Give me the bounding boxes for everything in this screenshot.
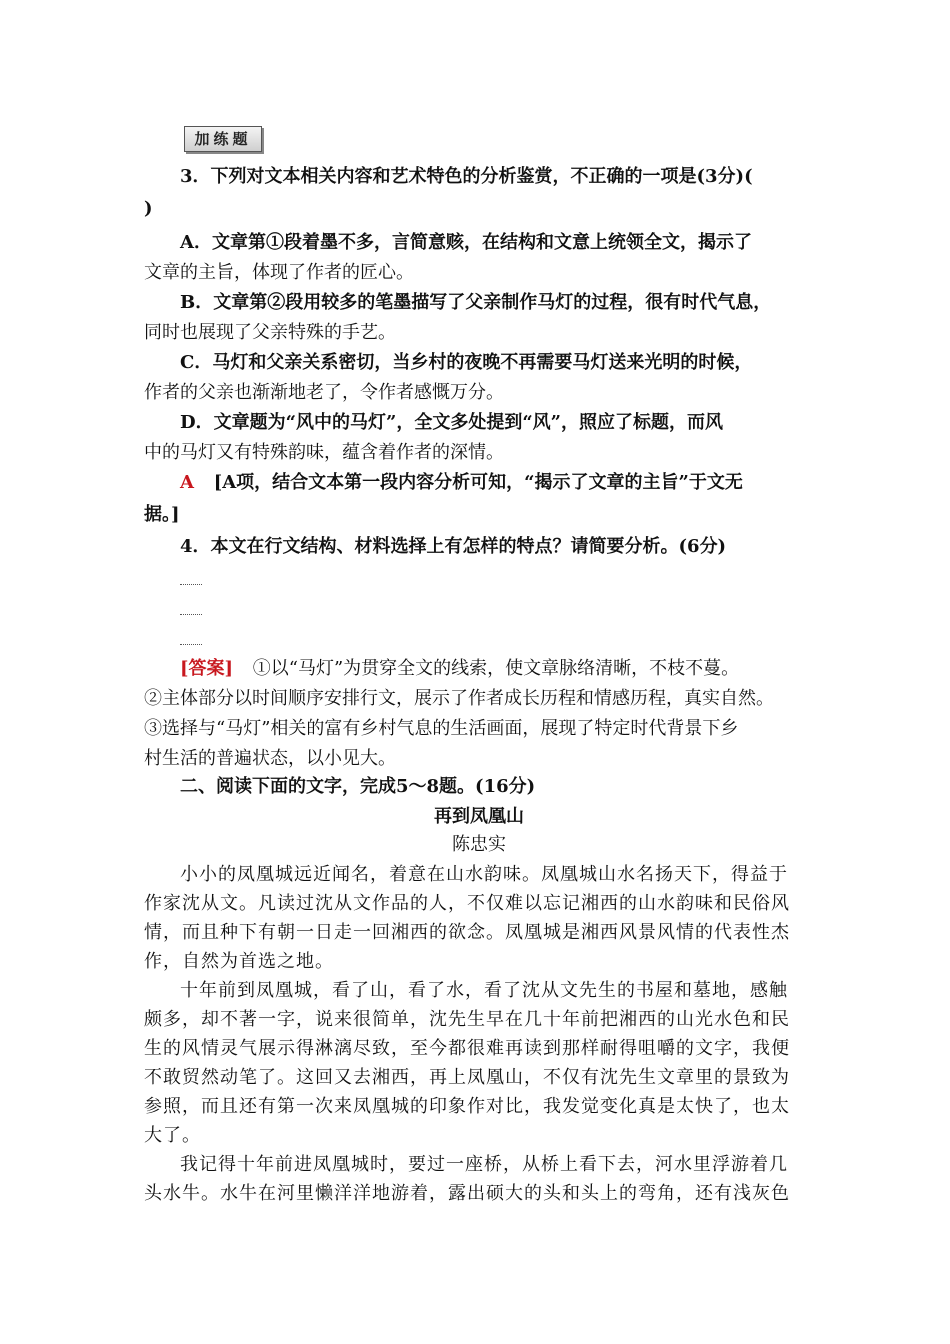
paragraph3-line1: 我记得十年前进凤凰城时，要过一座桥，从桥上看下去，河水里浮游着几 <box>180 1154 788 1175</box>
paragraph1-line4: 作，自然为首选之地。 <box>144 951 334 972</box>
paragraph2-line2: 颇多，却不著一字，说来很简单，沈先生早在几十年前把湘西的山光水色和民 <box>144 1009 790 1030</box>
q3-answer-letter: A <box>180 472 194 493</box>
paragraph2-line5: 参照，而且还有第一次来凤凰城的印象作对比，我发觉变化真是太快了，也太 <box>144 1096 790 1117</box>
q4-stem: 4．本文在行文结构、材料选择上有怎样的特点？请简要分析。(6分) <box>180 536 727 557</box>
paragraph2-line4: 不敢贸然动笔了。这回又去湘西，再上凤凰山，不仅有沈先生文章里的景致为 <box>144 1067 790 1088</box>
q3-stem-line1: 3．下列对文本相关内容和艺术特色的分析鉴赏，不正确的一项是(3分)( <box>180 166 753 187</box>
paragraph2-line6: 大了。 <box>144 1125 201 1146</box>
paragraph1-line2: 作家沈从文。凡读过沈从文作品的人，不仅难以忘记湘西的山水韵味和民俗风 <box>144 893 790 914</box>
paragraph1-line1: 小小的凤凰城远近闻名，着意在山水韵味。凤凰城山水名扬天下，得益于 <box>180 864 788 885</box>
q3-answer-line2: 据。] <box>144 504 180 525</box>
q4-answer-line1 <box>144 654 814 684</box>
q4-answer-label: [答案] <box>180 658 234 679</box>
q3-option-c-line2: 作者的父亲也渐渐地老了，令作者感慨万分。 <box>144 382 504 403</box>
answer-blank-line-2 <box>180 614 202 615</box>
q4-answer-point1: ①以“马灯”为贯穿全文的线索，使文章脉络清晰，不枝不蔓。 <box>252 658 740 679</box>
q3-stem-line2: ) <box>144 198 153 219</box>
q4-answer-line3: ③选择与“马灯”相关的富有乡村气息的生活画面，展现了特定时代背景下乡 <box>144 718 739 739</box>
q3-answer-line1 <box>144 468 814 498</box>
q3-option-a-line2: 文章的主旨，体现了作者的匠心。 <box>144 262 414 283</box>
q3-option-a-text: A．文章第①段着墨不多，言简意赅，在结构和文意上统领全文，揭示了 <box>180 232 752 253</box>
q3-answer-explanation: [A项，结合文本第一段内容分析可知，“揭示了文章的主旨”于文无 <box>213 472 743 493</box>
q3-option-c-line1 <box>144 348 814 378</box>
extra-practice-badge: 加练题 <box>184 126 262 152</box>
q3-option-b-line1 <box>144 288 814 318</box>
q3-option-b-line2: 同时也展现了父亲特殊的手艺。 <box>144 322 396 343</box>
q4-answer-line2: ②主体部分以时间顺序安排行文，展示了作者成长历程和情感历程，真实自然。 <box>144 688 774 709</box>
q3-option-d-line2: 中的马灯又有特殊韵味，蕴含着作者的深情。 <box>144 442 504 463</box>
q3-option-a-line1 <box>144 228 814 258</box>
q3-option-d-line1 <box>144 408 814 438</box>
q3-option-b-text: B．文章第②段用较多的笔墨描写了父亲制作马灯的过程，很有时代气息， <box>180 292 772 313</box>
paragraph2-line3: 生的风情灵气展示得淋漓尽致，至今都很难再读到那样耐得咀嚼的文字，我便 <box>144 1038 790 1059</box>
paragraph2-line1: 十年前到凤凰城，看了山，看了水，看了沈从文先生的书屋和墓地，感触 <box>180 980 788 1001</box>
section2-heading: 二、阅读下面的文字，完成5～8题。(16分) <box>180 776 536 797</box>
answer-blank-line-3 <box>180 644 202 645</box>
article-title: 再到凤凰山 <box>434 806 524 827</box>
answer-blank-line-1 <box>180 584 202 585</box>
q3-option-d-text: D．文章题为“风中的马灯”，全文多处提到“风”，照应了标题，而风 <box>180 412 724 433</box>
paragraph1-line3: 情，而且种下有朝一日走一回湘西的欲念。凤凰城是湘西风景风情的代表性杰 <box>144 922 790 943</box>
article-author: 陈忠实 <box>452 834 506 855</box>
q3-option-c-text: C．马灯和父亲关系密切，当乡村的夜晚不再需要马灯送来光明的时候， <box>180 352 753 373</box>
paragraph3-line2: 头水牛。水牛在河里懒洋洋地游着，露出硕大的头和头上的弯角，还有浅灰色 <box>144 1183 790 1204</box>
q4-answer-line4: 村生活的普遍状态，以小见大。 <box>144 748 396 769</box>
